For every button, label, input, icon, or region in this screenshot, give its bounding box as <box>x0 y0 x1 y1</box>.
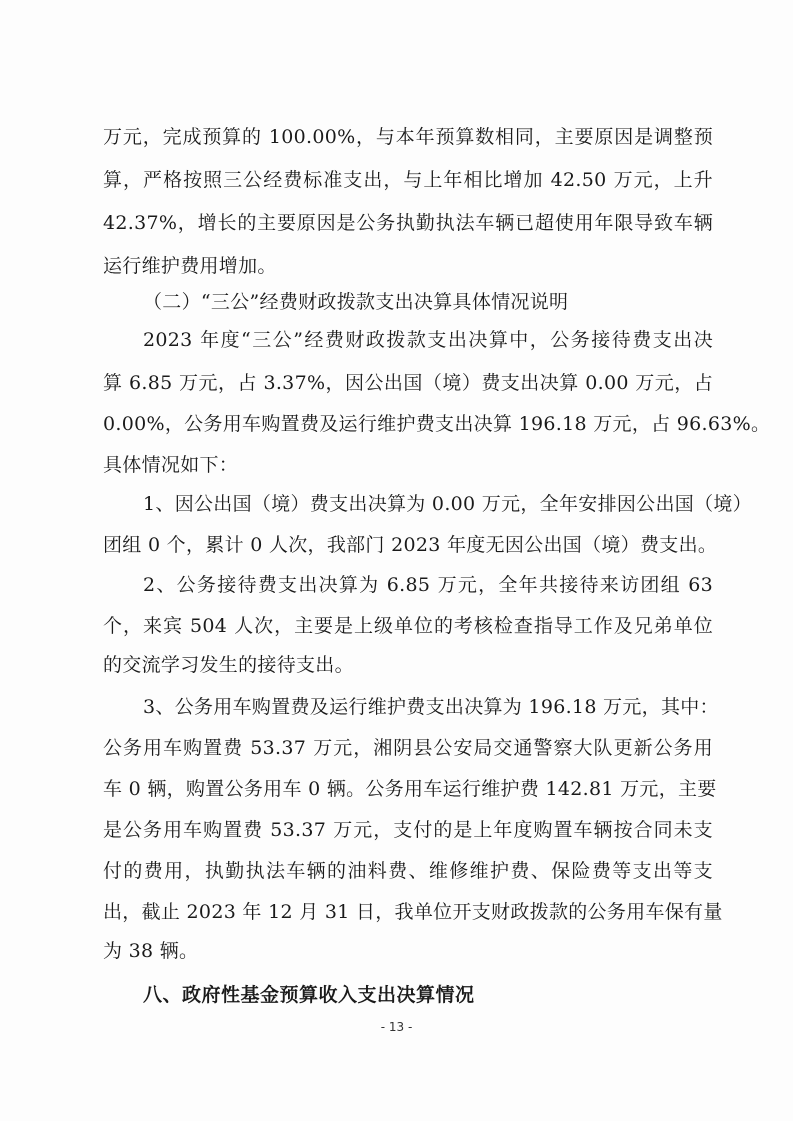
paragraph-line: 0.00%，公务用车购置费及运行维护费支出决算 196.18 万元，占 96.63%。 <box>103 413 771 435</box>
paragraph-line: 3、公务用车购置费及运行维护费支出决算为 196.18 万元，其中： <box>143 696 719 718</box>
paragraph-line: 车 0 辆，购置公务用车 0 辆。公务用车运行维护费 142.81 万元，主要 <box>103 778 717 800</box>
paragraph-line: 42.37%，增长的主要原因是公务执勤执法车辆已超使用年限导致车辆 <box>103 212 713 234</box>
paragraph-line: 万元，完成预算的 100.00%，与本年预算数相同，主要原因是调整预 <box>103 126 713 148</box>
paragraph-line: 个，来宾 504 人次，主要是上级单位的考核检查指导工作及兄弟单位 <box>103 615 713 637</box>
subsection-title: （二）“三公”经费财政拨款支出决算具体情况说明 <box>143 291 569 313</box>
paragraph-line: 具体情况如下： <box>103 454 239 476</box>
paragraph-line: 1、因公出国（境）费支出决算为 0.00 万元，全年安排因公出国（境） <box>143 493 752 515</box>
paragraph-line: 出，截止 2023 年 12 月 31 日，我单位开支财政拨款的公务用车保有量 <box>103 901 723 923</box>
paragraph-line: 的交流学习发生的接待支出。 <box>103 654 354 676</box>
paragraph-line: 算，严格按照三公经费标准支出，与上年相比增加 42.50 万元，上升 <box>103 169 713 191</box>
paragraph-line: 为 38 辆。 <box>103 940 199 962</box>
paragraph-line: 公务用车购置费 53.37 万元，湘阴县公安局交通警察大队更新公务用 <box>103 737 713 759</box>
paragraph-line: 2、公务接待费支出决算为 6.85 万元，全年共接待来访团组 63 <box>143 574 713 596</box>
section-heading: 八、政府性基金预算收入支出决算情况 <box>143 984 475 1006</box>
paragraph-line: 付的费用，执勤执法车辆的油料费、维修维护费、保险费等支出等支 <box>103 860 713 882</box>
paragraph-line: 运行维护费用增加。 <box>103 255 277 277</box>
paragraph-line: 团组 0 个，累计 0 人次，我部门 2023 年度无因公出国（境）费支出。 <box>103 534 718 556</box>
paragraph-line: 算 6.85 万元，占 3.37%，因公出国（境）费支出决算 0.00 万元，占 <box>103 372 713 394</box>
page-number: - 13 - <box>380 1020 413 1034</box>
paragraph-line: 2023 年度“三公”经费财政拨款支出决算中，公务接待费支出决 <box>143 329 713 351</box>
paragraph-line: 是公务用车购置费 53.37 万元，支付的是上年度购置车辆按合同未支 <box>103 819 713 841</box>
